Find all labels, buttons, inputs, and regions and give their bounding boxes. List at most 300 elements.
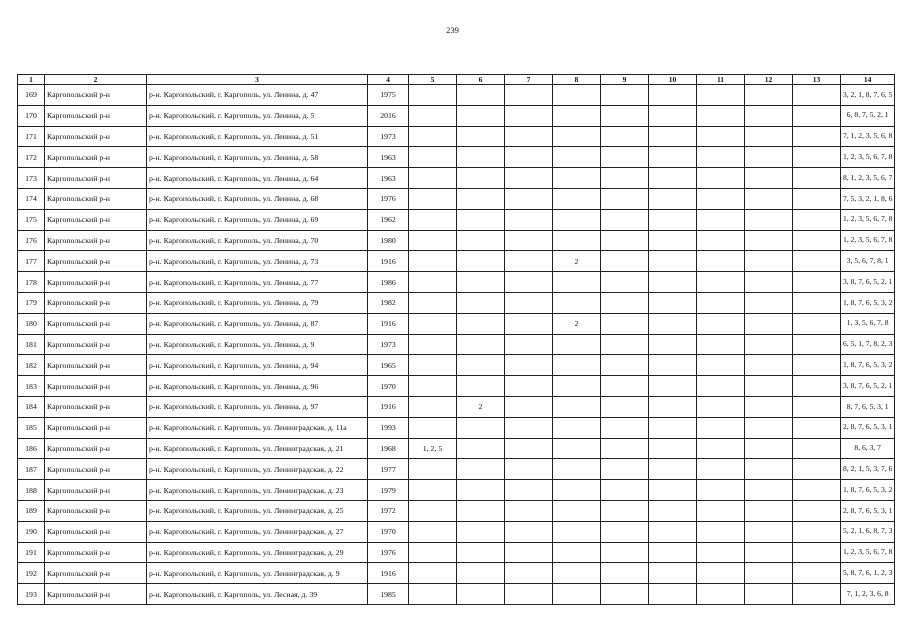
cell-col-8 [553,521,601,542]
cell-col-9 [601,168,649,189]
cell-col-7 [505,542,553,563]
cell-district: Каргопольский р-н [45,355,147,376]
header-col-1: 1 [18,75,45,85]
cell-col-11 [697,355,745,376]
header-col-13: 13 [793,75,841,85]
cell-district: Каргопольский р-н [45,396,147,417]
cell-col-10 [649,355,697,376]
cell-row-number: 170 [18,105,45,126]
header-col-14: 14 [841,75,895,85]
cell-row-number: 189 [18,500,45,521]
cell-col-13 [793,168,841,189]
cell-col-8: 2 [553,251,601,272]
cell-col-7 [505,209,553,230]
cell-district: Каргопольский р-н [45,105,147,126]
cell-col-11 [697,168,745,189]
header-row [18,75,895,85]
cell-col-12 [745,542,793,563]
cell-col-12 [745,230,793,251]
cell-col-12 [745,334,793,355]
cell-col-9 [601,376,649,397]
cell-col-9 [601,105,649,126]
cell-col-6: 2 [457,396,505,417]
cell-col-6 [457,230,505,251]
cell-col-7 [505,396,553,417]
cell-year-built: 1973 [368,334,409,355]
cell-row-number: 178 [18,272,45,293]
cell-row-number: 188 [18,480,45,501]
cell-col-12 [745,417,793,438]
cell-col-14: 8, 6, 3, 7 [841,438,895,459]
cell-col-8 [553,147,601,168]
cell-col-5 [409,459,457,480]
cell-col-7 [505,251,553,272]
cell-address: р-н. Каргопольский, г. Каргополь, ул. Ленина, д. 5 [147,105,368,126]
cell-col-5 [409,251,457,272]
cell-col-14: 1, 2, 3, 5, 6, 7, 8 [841,147,895,168]
cell-col-8 [553,376,601,397]
cell-col-6 [457,313,505,334]
cell-district: Каргопольский р-н [45,251,147,272]
cell-col-9 [601,147,649,168]
cell-col-11 [697,230,745,251]
cell-col-11 [697,334,745,355]
cell-col-8 [553,563,601,584]
cell-col-9 [601,334,649,355]
cell-col-5 [409,542,457,563]
cell-col-10 [649,230,697,251]
cell-col-6 [457,188,505,209]
cell-col-12 [745,188,793,209]
cell-col-12 [745,292,793,313]
cell-col-12 [745,459,793,480]
cell-row-number: 169 [18,85,45,106]
cell-col-7 [505,500,553,521]
cell-col-14: 3, 2, 1, 8, 7, 6, 5 [841,85,895,106]
cell-address: р-н. Каргопольский, г. Каргополь, ул. Ленина, д. 79 [147,292,368,313]
cell-address: р-н. Каргопольский, г. Каргополь, ул. Ленина, д. 69 [147,209,368,230]
cell-col-12 [745,584,793,605]
table-row [18,417,895,438]
table-row [18,188,895,209]
cell-col-11 [697,376,745,397]
cell-col-6 [457,500,505,521]
cell-col-13 [793,105,841,126]
cell-col-8 [553,105,601,126]
cell-col-9 [601,521,649,542]
cell-col-10 [649,396,697,417]
table-row [18,500,895,521]
cell-col-6 [457,147,505,168]
cell-row-number: 173 [18,168,45,189]
cell-col-11 [697,396,745,417]
cell-col-7 [505,521,553,542]
cell-district: Каргопольский р-н [45,500,147,521]
cell-col-6 [457,292,505,313]
cell-col-14: 2, 8, 7, 6, 5, 3, 1 [841,417,895,438]
cell-col-9 [601,230,649,251]
cell-year-built: 1973 [368,126,409,147]
cell-col-7 [505,188,553,209]
cell-col-8 [553,417,601,438]
cell-col-5 [409,334,457,355]
cell-col-5 [409,209,457,230]
cell-col-5 [409,188,457,209]
cell-row-number: 190 [18,521,45,542]
table-row [18,376,895,397]
cell-col-11 [697,480,745,501]
cell-col-13 [793,313,841,334]
cell-address: р-н. Каргопольский, г. Каргополь, ул. Ленинградская, д. 29 [147,542,368,563]
cell-col-11 [697,209,745,230]
cell-col-5 [409,417,457,438]
cell-col-6 [457,584,505,605]
cell-col-12 [745,438,793,459]
cell-col-11 [697,126,745,147]
cell-col-14: 8, 2, 1, 5, 3, 7, 6 [841,459,895,480]
cell-year-built: 1916 [368,251,409,272]
cell-address: р-н. Каргопольский, г. Каргополь, ул. Ленинградская, д. 9 [147,563,368,584]
cell-col-5 [409,168,457,189]
cell-col-14: 1, 2, 3, 5, 6, 7, 8 [841,209,895,230]
cell-row-number: 186 [18,438,45,459]
cell-address: р-н. Каргопольский, г. Каргополь, ул. Ленина, д. 64 [147,168,368,189]
cell-col-9 [601,85,649,106]
cell-col-14: 7, 1, 2, 3, 5, 6, 8 [841,126,895,147]
cell-col-9 [601,355,649,376]
table-row [18,168,895,189]
cell-col-8 [553,355,601,376]
cell-col-5 [409,292,457,313]
cell-col-6 [457,542,505,563]
cell-address: р-н. Каргопольский, г. Каргополь, ул. Ленина, д. 9 [147,334,368,355]
cell-col-13 [793,459,841,480]
cell-col-5 [409,396,457,417]
table-row [18,209,895,230]
cell-district: Каргопольский р-н [45,292,147,313]
cell-col-10 [649,126,697,147]
cell-year-built: 1982 [368,292,409,313]
cell-col-14: 8, 1, 2, 3, 5, 6, 7 [841,168,895,189]
cell-row-number: 180 [18,313,45,334]
cell-col-10 [649,313,697,334]
cell-row-number: 172 [18,147,45,168]
cell-col-9 [601,459,649,480]
cell-col-5 [409,376,457,397]
cell-col-14: 1, 8, 7, 6, 5, 3, 2 [841,480,895,501]
cell-address: р-н. Каргопольский, г. Каргополь, ул. Ленина, д. 73 [147,251,368,272]
cell-col-11 [697,313,745,334]
cell-year-built: 1962 [368,209,409,230]
cell-district: Каргопольский р-н [45,459,147,480]
cell-col-8 [553,209,601,230]
cell-col-13 [793,85,841,106]
cell-col-6 [457,417,505,438]
cell-district: Каргопольский р-н [45,480,147,501]
table-row [18,396,895,417]
header-col-9: 9 [601,75,649,85]
cell-col-12 [745,272,793,293]
table-row [18,355,895,376]
cell-col-9 [601,209,649,230]
cell-address: р-н. Каргопольский, г. Каргополь, ул. Ленинградская, д. 22 [147,459,368,480]
cell-col-11 [697,251,745,272]
cell-col-12 [745,147,793,168]
cell-year-built: 1976 [368,542,409,563]
table-row [18,584,895,605]
cell-col-9 [601,563,649,584]
cell-col-5 [409,355,457,376]
cell-col-14: 1, 8, 7, 6, 5, 3, 2 [841,355,895,376]
table-row [18,313,895,334]
cell-col-5: 1, 2, 5 [409,438,457,459]
cell-col-9 [601,251,649,272]
cell-address: р-н. Каргопольский, г. Каргополь, ул. Ленинградская, д. 27 [147,521,368,542]
cell-row-number: 179 [18,292,45,313]
cell-district: Каргопольский р-н [45,438,147,459]
table-row [18,334,895,355]
cell-col-13 [793,521,841,542]
cell-col-8 [553,542,601,563]
cell-col-13 [793,438,841,459]
cell-row-number: 171 [18,126,45,147]
cell-col-14: 1, 3, 5, 6, 7, 8 [841,313,895,334]
cell-col-10 [649,105,697,126]
cell-col-10 [649,168,697,189]
cell-col-9 [601,396,649,417]
cell-col-14: 7, 5, 3, 2, 1, 8, 6 [841,188,895,209]
table-row [18,542,895,563]
housing-table [17,74,895,605]
cell-col-13 [793,188,841,209]
cell-col-11 [697,542,745,563]
cell-col-7 [505,105,553,126]
cell-year-built: 1972 [368,500,409,521]
cell-col-14: 1, 2, 3, 5, 6, 7, 8 [841,230,895,251]
cell-district: Каргопольский р-н [45,230,147,251]
cell-col-12 [745,85,793,106]
cell-year-built: 1986 [368,272,409,293]
cell-address: р-н. Каргопольский, г. Каргополь, ул. Лесная, д. 39 [147,584,368,605]
header-col-10: 10 [649,75,697,85]
cell-col-13 [793,376,841,397]
header-col-12: 12 [745,75,793,85]
table-row [18,480,895,501]
cell-col-12 [745,126,793,147]
cell-district: Каргопольский р-н [45,313,147,334]
table-row [18,126,895,147]
cell-col-13 [793,334,841,355]
cell-year-built: 1963 [368,168,409,189]
cell-year-built: 1970 [368,376,409,397]
cell-col-13 [793,209,841,230]
cell-col-5 [409,480,457,501]
header-col-5: 5 [409,75,457,85]
cell-col-5 [409,105,457,126]
cell-col-8 [553,334,601,355]
cell-row-number: 184 [18,396,45,417]
cell-col-8: 2 [553,313,601,334]
cell-col-7 [505,230,553,251]
cell-col-5 [409,230,457,251]
cell-col-12 [745,251,793,272]
cell-col-11 [697,521,745,542]
cell-col-13 [793,584,841,605]
cell-col-7 [505,85,553,106]
cell-col-6 [457,126,505,147]
cell-year-built: 1985 [368,584,409,605]
cell-row-number: 182 [18,355,45,376]
cell-col-13 [793,500,841,521]
cell-col-14: 1, 8, 7, 6, 5, 3, 2 [841,292,895,313]
cell-col-10 [649,188,697,209]
cell-col-6 [457,459,505,480]
cell-col-10 [649,542,697,563]
cell-year-built: 1970 [368,521,409,542]
cell-col-7 [505,355,553,376]
cell-col-10 [649,459,697,480]
cell-district: Каргопольский р-н [45,272,147,293]
cell-col-10 [649,563,697,584]
cell-col-12 [745,500,793,521]
cell-row-number: 192 [18,563,45,584]
cell-col-14: 1, 2, 3, 5, 6, 7, 8 [841,542,895,563]
cell-district: Каргопольский р-н [45,85,147,106]
cell-col-9 [601,126,649,147]
cell-district: Каргопольский р-н [45,126,147,147]
cell-col-9 [601,292,649,313]
cell-col-14: 7, 1, 2, 3, 6, 8 [841,584,895,605]
cell-col-10 [649,438,697,459]
cell-col-6 [457,355,505,376]
cell-col-7 [505,126,553,147]
cell-year-built: 1963 [368,147,409,168]
cell-col-8 [553,584,601,605]
cell-col-12 [745,168,793,189]
cell-district: Каргопольский р-н [45,209,147,230]
cell-col-8 [553,272,601,293]
cell-col-13 [793,147,841,168]
table-row [18,272,895,293]
cell-col-12 [745,521,793,542]
cell-year-built: 1916 [368,396,409,417]
cell-district: Каргопольский р-н [45,584,147,605]
cell-col-7 [505,417,553,438]
cell-row-number: 191 [18,542,45,563]
table-row [18,251,895,272]
header-col-11: 11 [697,75,745,85]
cell-col-9 [601,188,649,209]
cell-address: р-н. Каргопольский, г. Каргополь, ул. Ленина, д. 68 [147,188,368,209]
cell-col-13 [793,251,841,272]
cell-col-11 [697,563,745,584]
cell-address: р-н. Каргопольский, г. Каргополь, ул. Ленина, д. 97 [147,396,368,417]
cell-col-10 [649,417,697,438]
cell-district: Каргопольский р-н [45,521,147,542]
cell-col-9 [601,584,649,605]
cell-col-8 [553,438,601,459]
header-col-3: 3 [147,75,368,85]
cell-col-6 [457,85,505,106]
cell-col-7 [505,376,553,397]
cell-col-14: 8, 7, 6, 5, 3, 1 [841,396,895,417]
cell-year-built: 1916 [368,563,409,584]
cell-col-12 [745,480,793,501]
cell-col-6 [457,209,505,230]
cell-col-13 [793,126,841,147]
cell-col-9 [601,272,649,293]
cell-col-11 [697,85,745,106]
cell-col-10 [649,480,697,501]
page-number: 239 [446,25,459,35]
cell-address: р-н. Каргопольский, г. Каргополь, ул. Ленинградская, д. 23 [147,480,368,501]
cell-col-10 [649,251,697,272]
cell-col-13 [793,542,841,563]
cell-district: Каргопольский р-н [45,417,147,438]
table-row [18,292,895,313]
cell-col-6 [457,168,505,189]
cell-col-13 [793,417,841,438]
cell-col-6 [457,272,505,293]
cell-year-built: 1993 [368,417,409,438]
table-row [18,459,895,480]
cell-col-10 [649,521,697,542]
cell-address: р-н. Каргопольский, г. Каргополь, ул. Ленина, д. 77 [147,272,368,293]
cell-address: р-н. Каргопольский, г. Каргополь, ул. Ленинградская, д. 25 [147,500,368,521]
cell-address: р-н. Каргопольский, г. Каргополь, ул. Ленинградская, д. 11а [147,417,368,438]
cell-col-9 [601,417,649,438]
cell-district: Каргопольский р-н [45,147,147,168]
cell-col-6 [457,480,505,501]
header-col-6: 6 [457,75,505,85]
table-header [18,75,895,85]
cell-year-built: 1980 [368,230,409,251]
cell-col-13 [793,272,841,293]
cell-col-14: 6, 8, 7, 5, 2, 1 [841,105,895,126]
cell-col-8 [553,396,601,417]
cell-col-14: 3, 8, 7, 6, 5, 2, 1 [841,272,895,293]
cell-district: Каргопольский р-н [45,542,147,563]
cell-col-11 [697,292,745,313]
cell-col-12 [745,209,793,230]
cell-address: р-н. Каргопольский, г. Каргополь, ул. Ленина, д. 70 [147,230,368,251]
cell-col-10 [649,376,697,397]
cell-year-built: 2016 [368,105,409,126]
cell-col-5 [409,521,457,542]
cell-col-11 [697,459,745,480]
cell-col-10 [649,334,697,355]
cell-col-14: 5, 2, 1, 6, 8, 7, 3 [841,521,895,542]
cell-col-6 [457,334,505,355]
table-row [18,147,895,168]
cell-col-6 [457,438,505,459]
table-row [18,105,895,126]
cell-col-8 [553,480,601,501]
cell-col-5 [409,147,457,168]
cell-col-9 [601,313,649,334]
cell-col-5 [409,563,457,584]
cell-col-13 [793,563,841,584]
cell-address: р-н. Каргопольский, г. Каргополь, ул. Ленинградская, д. 21 [147,438,368,459]
cell-col-7 [505,563,553,584]
cell-row-number: 183 [18,376,45,397]
cell-col-8 [553,459,601,480]
cell-col-7 [505,459,553,480]
cell-col-12 [745,105,793,126]
cell-row-number: 174 [18,188,45,209]
cell-col-6 [457,251,505,272]
cell-col-6 [457,376,505,397]
